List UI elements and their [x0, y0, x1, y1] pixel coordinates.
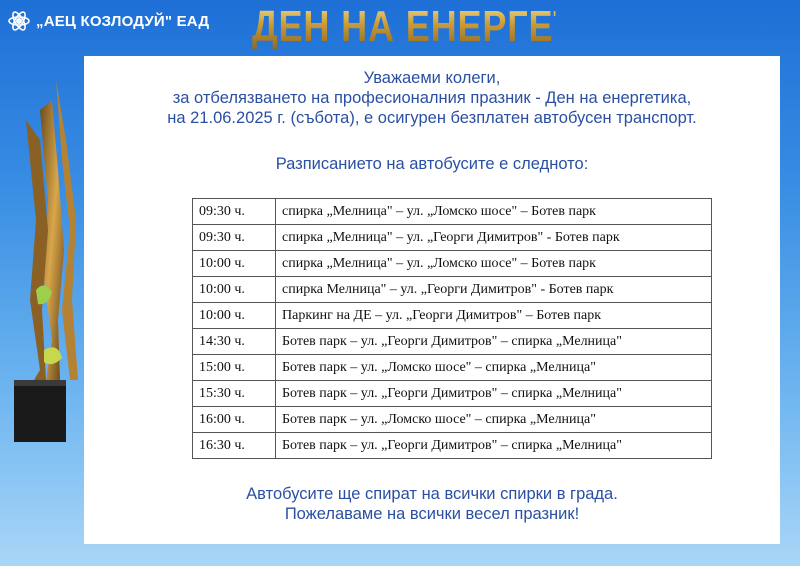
- table-row: [193, 277, 712, 303]
- departure-time: 10:00 ч.: [193, 251, 276, 277]
- footer-line-1: Автобусите ще спират на всички спирки в града.: [246, 485, 618, 503]
- departure-time: 10:00 ч.: [193, 303, 276, 329]
- atom-logo-icon: [8, 10, 30, 32]
- departure-time: 16:00 ч.: [193, 407, 276, 433]
- table-row: [193, 199, 712, 225]
- table-row: [193, 407, 712, 433]
- route: Ботев парк – ул. „Ломско шосе" – спирка „Мелница": [276, 355, 712, 381]
- schedule-heading: Разписанието на автобусите е следното:: [275, 155, 589, 173]
- departure-time: 10:00 ч.: [193, 277, 276, 303]
- footer-line-2: Пожелаваме на всички весел празник!: [284, 505, 580, 523]
- route: Ботев парк – ул. „Георги Димитров" – спирка „Мелница": [276, 329, 712, 355]
- departure-time: 15:00 ч.: [193, 355, 276, 381]
- route: спирка Мелница" – ул. „Георги Димитров" - Ботев парк: [276, 277, 712, 303]
- departure-time: 15:30 ч.: [193, 381, 276, 407]
- table-row: [193, 381, 712, 407]
- table-row: [193, 433, 712, 459]
- table-row: [193, 303, 712, 329]
- route: Ботев парк – ул. „Георги Димитров" – спирка „Мелница": [276, 381, 712, 407]
- route: Паркинг на ДЕ – ул. „Георги Димитров" – Ботев парк: [276, 303, 712, 329]
- bus-schedule-table: [192, 198, 712, 459]
- route: спирка „Мелница" – ул. „Ломско шосе" – Ботев парк: [276, 199, 712, 225]
- intro-text: [84, 68, 780, 128]
- event-banner-title: ДЕН НА ЕНЕРГЕТИКА: [252, 2, 653, 51]
- table-row: [193, 355, 712, 381]
- company-logo: [8, 10, 209, 32]
- greeting: Уважаеми колеги,: [363, 69, 501, 87]
- intro-line-3: на 21.06.2025 г. (събота), е осигурен безплатен автобусен транспорт.: [167, 109, 697, 127]
- departure-time: 14:30 ч.: [193, 329, 276, 355]
- award-statue-image: [0, 80, 90, 450]
- company-name: „АЕЦ КОЗЛОДУЙ" ЕАД: [36, 12, 210, 30]
- table-row: [193, 251, 712, 277]
- route: Ботев парк – ул. „Георги Димитров" – спирка „Мелница": [276, 433, 712, 459]
- route: спирка „Мелница" – ул. „Ломско шосе" – Ботев парк: [276, 251, 712, 277]
- departure-time: 16:30 ч.: [193, 433, 276, 459]
- departure-time: 09:30 ч.: [193, 225, 276, 251]
- route: спирка „Мелница" – ул. „Георги Димитров" - Ботев парк: [276, 225, 712, 251]
- notice-panel: [84, 56, 780, 544]
- table-row: [193, 225, 712, 251]
- departure-time: 09:30 ч.: [193, 199, 276, 225]
- intro-line-2: за отбелязването на професионалния празник - Ден на енергетика,: [172, 89, 692, 107]
- route: Ботев парк – ул. „Ломско шосе" – спирка „Мелница": [276, 407, 712, 433]
- footer-text: [84, 484, 780, 524]
- table-row: [193, 329, 712, 355]
